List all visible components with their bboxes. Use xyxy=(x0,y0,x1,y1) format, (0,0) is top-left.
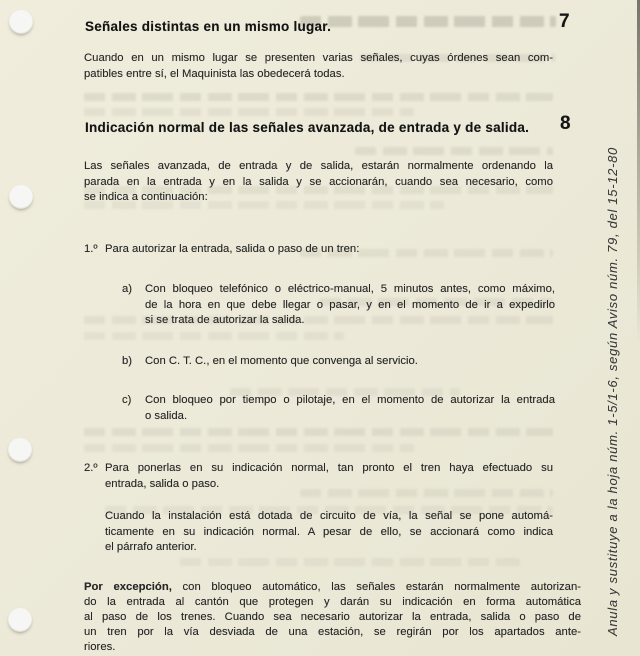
section-8-intro: Las señales avanzada, de entrada y de salida, estarán normalmente ordenando la parada en la entrada y en la salida y se accionarán, cuando sea necesario, como se indica a continuación: xyxy=(84,160,553,203)
exception-lead: Por excepción, xyxy=(84,581,172,593)
bleedthrough-line xyxy=(84,444,414,452)
exception-first-line xyxy=(84,580,581,595)
subitem-a-marker: a) xyxy=(122,283,133,295)
subitem-c-text: Con bloqueo por tiempo o pilotaje, en el momento de autorizar la entrada o salida. xyxy=(145,394,555,422)
section-8-number: 8 xyxy=(560,113,571,134)
bleedthrough-line xyxy=(300,16,556,27)
bleedthrough-line xyxy=(84,93,553,101)
punch-hole xyxy=(9,185,33,209)
subitem-c-marker: c) xyxy=(122,394,132,406)
subitem-a-text: Con bloqueo telefónico o eléctrico-manual, 5 minutos antes, como máximo, de la hora en que debe llegar o pasar, y en el momento de ir a expedirlo si se trata de autorizar la salida. xyxy=(145,283,555,326)
punch-hole xyxy=(8,608,32,632)
bleedthrough-line xyxy=(180,558,520,566)
punch-hole xyxy=(9,10,33,34)
item-2-marker: 2.º xyxy=(84,462,98,474)
item-1-marker: 1.º xyxy=(84,243,98,255)
circuit-note-paragraph: Cuando la instalación está dotada de circuito de vía, la señal se pone automá- ticamente en su indicación normal. A pesar de ello, se accionará como indica el párrafo anterior. xyxy=(105,510,553,553)
exception-paragraph xyxy=(84,580,581,655)
bleedthrough-line xyxy=(84,428,553,436)
punch-hole xyxy=(8,438,32,462)
section-7-heading: Señales distintas en un mismo lugar. xyxy=(85,19,332,34)
subitem-b-text: Con C. T. C., en el momento que convenga al servicio. xyxy=(145,355,418,367)
section-7-number: 7 xyxy=(559,11,570,32)
section-8-heading: Indicación normal de las señales avanzada, de entrada y de salida. xyxy=(85,120,530,135)
section-7-paragraph: Cuando en un mismo lugar se presenten varias señales, cuyas órdenes sean com- patibles entre sí, el Maquinista las obedecerá todas. xyxy=(84,52,553,80)
item-1-text: Para autorizar la entrada, salida o paso de un tren: xyxy=(105,243,360,255)
margin-note: Anula y sustituye a la hoja núm. 1-5/1-6, según Aviso núm. 79, del 15-12-80 xyxy=(605,147,620,636)
bleedthrough-line xyxy=(355,147,553,155)
exception-continuation: do la entrada al cantón que protegen y darán su indicación en forma automática al paso de los trenes. Cuando sea necesario autorizar la entrada, salida o paso de un tren por la vía desviada de una estación, se regirán por los apartados ante- riores. xyxy=(84,596,581,653)
subitem-b-marker: b) xyxy=(122,355,133,367)
bleedthrough-line xyxy=(84,332,344,340)
bleedthrough-line xyxy=(84,108,414,116)
exception-lead-rest: con bloqueo automático, las señales estarán normalmente autorizan- xyxy=(171,581,581,593)
item-2-text: Para ponerlas en su indicación normal, tan pronto el tren haya efectuado su entrada, salida o paso. xyxy=(105,462,553,490)
